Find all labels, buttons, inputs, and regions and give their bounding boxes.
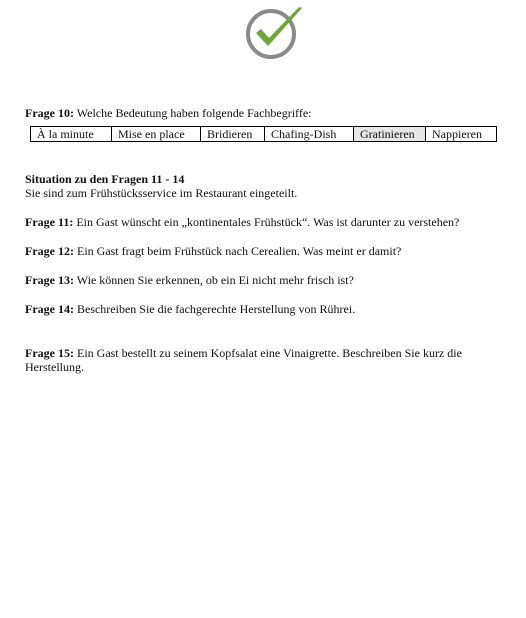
term-cell: Nappieren	[426, 127, 497, 142]
question-label: Frage 10:	[25, 106, 74, 120]
question-text: Wie können Sie erkennen, ob ein Ei nicht mehr frisch ist?	[73, 273, 354, 287]
term-cell: Chafing-Dish	[265, 127, 354, 142]
question-text: Ein Gast fragt beim Frühstück nach Cerealien. Was meint er damit?	[73, 244, 402, 258]
question-12	[25, 244, 495, 258]
term-cell: À la minute	[31, 127, 112, 142]
question-label: Frage 11:	[25, 215, 74, 229]
question-label: Frage 13:	[25, 273, 74, 287]
term-cell: Mise en place	[112, 127, 201, 142]
question-label: Frage 15:	[25, 346, 74, 360]
check-circle-icon	[244, 4, 306, 60]
question-13	[25, 273, 495, 287]
question-text: Beschreiben Sie die fachgerechte Herstellung von Rührei.	[73, 302, 356, 316]
question-label: Frage 14:	[25, 302, 74, 316]
question-15	[25, 346, 495, 374]
question-text: Ein Gast bestellt zu seinem Kopfsalat eine Vinaigrette. Beschreiben Sie kurz die Herstellung.	[25, 346, 462, 374]
table-row	[31, 127, 497, 142]
question-text: Welche Bedeutung haben folgende Fachbegriffe:	[73, 106, 312, 120]
question-11	[25, 215, 495, 229]
term-cell: Bridieren	[201, 127, 265, 142]
question-14	[25, 302, 495, 316]
terms-table	[30, 126, 497, 142]
question-text: Ein Gast wünscht ein „kontinentales Frühstück“. Was ist darunter zu verstehen?	[73, 215, 460, 229]
term-cell: Gratinieren	[354, 127, 426, 142]
situation-block	[25, 172, 495, 200]
situation-text: Sie sind zum Frühstücksservice im Restaurant eingeteilt.	[25, 186, 298, 200]
situation-title: Situation zu den Fragen 11 - 14	[25, 172, 185, 186]
question-10	[25, 106, 495, 120]
question-label: Frage 12:	[25, 244, 74, 258]
